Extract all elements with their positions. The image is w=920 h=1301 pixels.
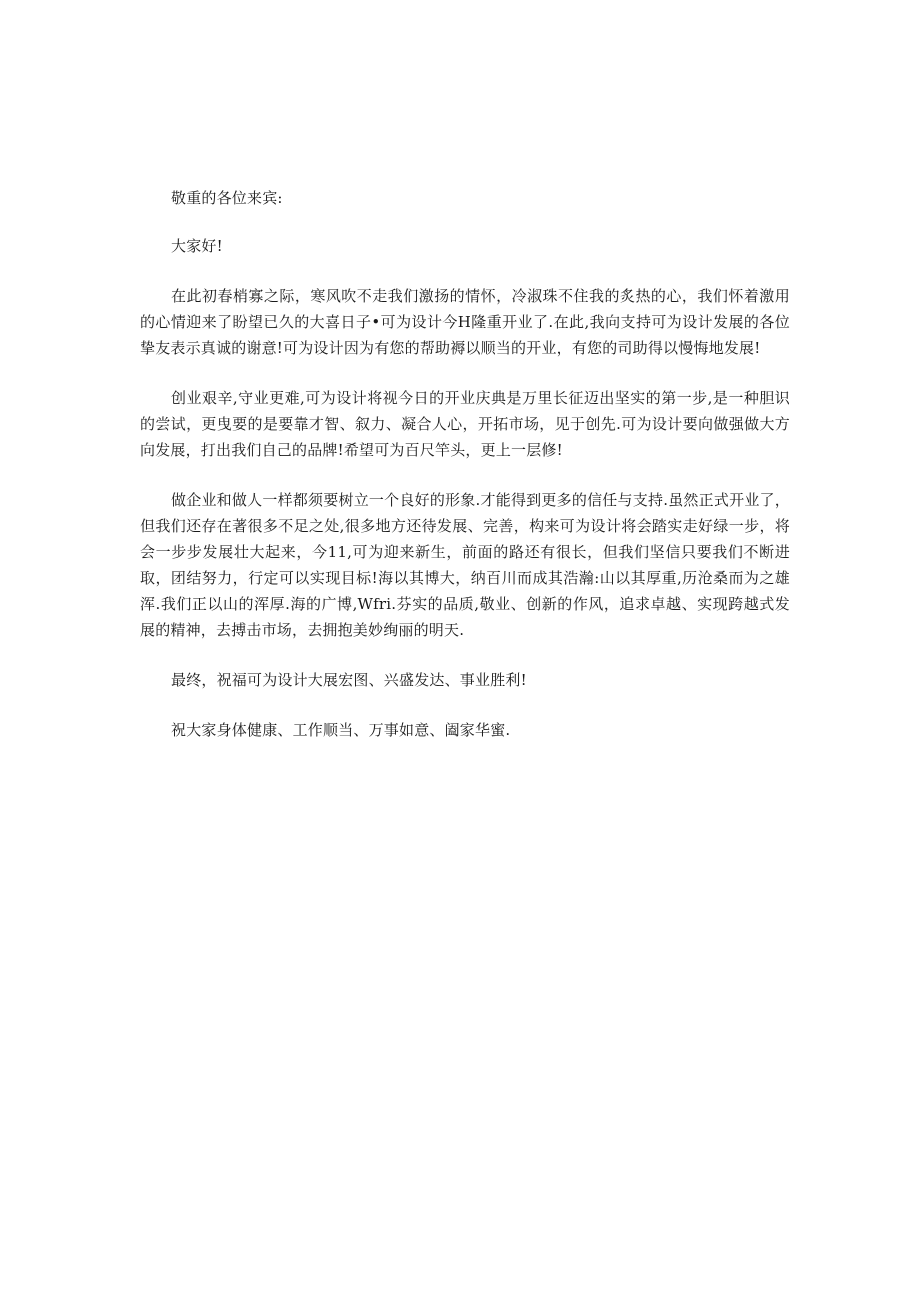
paragraph-image-and-vision: 做企业和做人一样都须要树立一个良好的形象.才能得到更多的信任与支持.虽然正式开业了，但我们还存在著很多不足之处,很多地方还待发展、完善，构来可为设计将会踏实走好绿一步，将会一步步发展壮大起来，今11,可为迎来新生，前面的路还有很长，但我们坚信只要我们不断进取，团结努力，行定可以实现目标!海以其博大，纳百川而成其浩瀚:山以其厚重,历沧桑而为之雄浑.我们正以山的浑厚.海的广博,Wfri.芬实的品质,敬业、创新的作风，追求卓越、实现跨越式发展的精神，去搏击市场，去拥抱美妙绚丽的明天. — [140, 491, 790, 639]
paragraph-opening: 在此初春梢寡之际，寒风吹不走我们激扬的情怀，冷淑珠不住我的炙热的心，我们怀着激用的心情迎来了盼望已久的大喜日子•可为设计今H隆重开业了.在此,我向支持可为设计发展的各位挚友表示真诚的谢意!可为设计因为有您的帮助褥以顺当的开业，有您的司助得以慢悔地发展! — [140, 287, 790, 357]
final-wish: 祝大家身体健康、工作顺当、万事如意、阖家华蜜. — [171, 721, 511, 739]
salutation: 敬重的各位来宾: — [171, 189, 283, 207]
greeting: 大家好! — [171, 237, 223, 255]
closing-wish: 最终，祝福可为设计大展宏图、兴盛发达、事业胜利! — [171, 671, 527, 689]
speech-body — [140, 185, 790, 767]
paragraph-entrepreneurship: 创业艰辛,守业更难,可为设计将视今日的开业庆典是万里长征迈出坚实的第一步,是一种胆识的尝试，更曳要的是要靠才智、叙力、凝合人心，开拓市场，见于创先.可为设计要向做强做大方向发展，打出我们自己的品牌!希望可为百尺竿头，更上一层修! — [140, 389, 790, 459]
